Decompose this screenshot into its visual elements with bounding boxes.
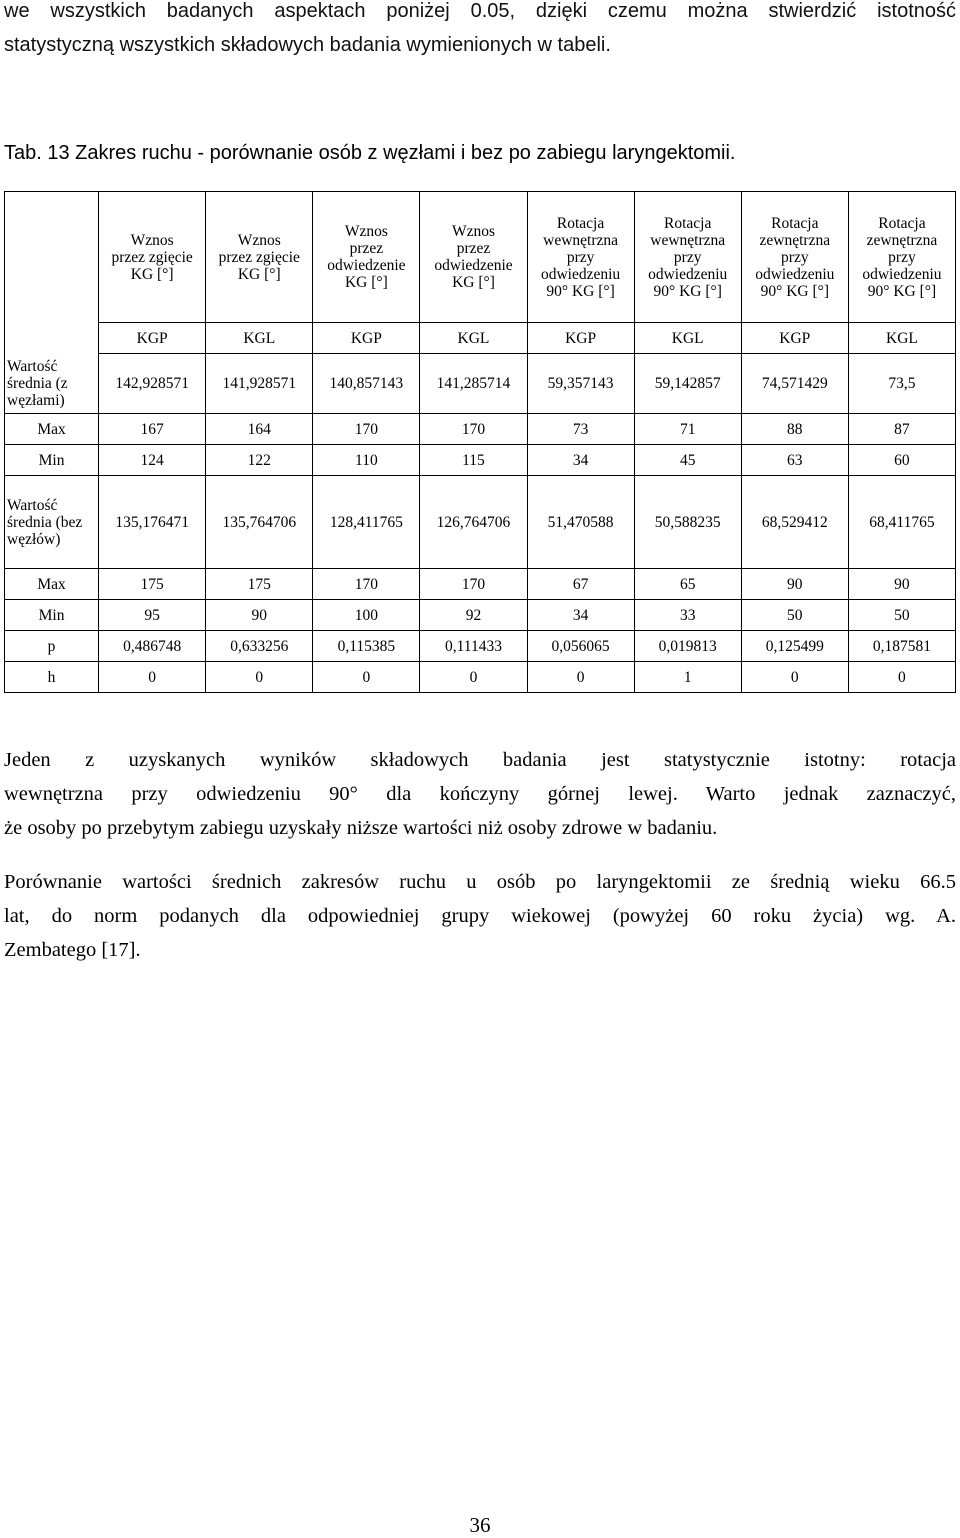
- table-row: [5, 414, 956, 445]
- column-header-line: KG [°]: [452, 274, 495, 291]
- column-header: [848, 192, 955, 323]
- side-label: KGP: [527, 323, 634, 354]
- column-header-line: zewnętrzna: [866, 231, 938, 249]
- table-cell: 135,176471: [99, 476, 206, 569]
- side-corner-cell: [5, 323, 99, 354]
- side-label: KGL: [848, 323, 955, 354]
- column-header-line: 90° KG [°]: [546, 282, 615, 300]
- column-header-line: Wznos: [344, 223, 388, 240]
- table-cell: 65: [634, 569, 741, 600]
- table-cell: 0: [99, 662, 206, 693]
- table-cell: 0,187581: [848, 631, 955, 662]
- row-label: Wartość średnia (bez węzłów): [5, 476, 99, 569]
- range-of-motion-table: [4, 191, 956, 693]
- column-header: [420, 192, 527, 323]
- column-header: [99, 192, 206, 323]
- column-header-line: KG [°]: [344, 274, 388, 291]
- table-cell: 34: [527, 600, 634, 631]
- column-header: [313, 192, 420, 323]
- table-cell: 0,486748: [99, 631, 206, 662]
- table-cell: 87: [848, 414, 955, 445]
- paragraph-2-line: lat, do norm podanych dla odpowiedniej grupy wiekowej (powyżej 60 roku życia) wg. A.: [4, 905, 956, 927]
- row-label: Min: [5, 445, 99, 476]
- table-cell: 135,764706: [206, 476, 313, 569]
- side-label: KGP: [313, 323, 420, 354]
- paragraph-2-line: Zembatego [17].: [4, 939, 141, 961]
- table-cell: 0: [313, 662, 420, 693]
- table-cell: 0: [527, 662, 634, 693]
- table-cell: 68,411765: [848, 476, 955, 569]
- table-cell: 88: [741, 414, 848, 445]
- table-cell: 141,928571: [206, 354, 313, 414]
- column-header-line: 90° KG [°]: [653, 282, 722, 300]
- table-cell: 51,470588: [527, 476, 634, 569]
- table-cell: 50: [848, 600, 955, 631]
- row-label: h: [5, 662, 99, 693]
- side-label: KGP: [741, 323, 848, 354]
- column-header-line: przy: [566, 248, 595, 266]
- table-row: [5, 354, 956, 414]
- table-cell: 68,529412: [741, 476, 848, 569]
- header-corner-cell: [5, 192, 99, 323]
- column-header: [527, 192, 634, 323]
- table-cell: 0,633256: [206, 631, 313, 662]
- table-cell: 142,928571: [99, 354, 206, 414]
- table-cell: 59,142857: [634, 354, 741, 414]
- table-row: [5, 476, 956, 569]
- page-number: 36: [469, 1513, 491, 1537]
- column-header-line: odwiedzenie: [434, 257, 513, 274]
- table-cell: 33: [634, 600, 741, 631]
- table-cell: 74,571429: [741, 354, 848, 414]
- table-cell: 95: [99, 600, 206, 631]
- table-cell: 34: [527, 445, 634, 476]
- table-row: [5, 662, 956, 693]
- table-cell: 1: [634, 662, 741, 693]
- table-cell: 50: [741, 600, 848, 631]
- column-header-line: wewnętrzna: [650, 231, 726, 249]
- row-label: p: [5, 631, 99, 662]
- table-cell: 170: [420, 569, 527, 600]
- column-header: [741, 192, 848, 323]
- column-header-line: odwiedzenie: [327, 257, 406, 274]
- table-cell: 170: [313, 414, 420, 445]
- table-cell: 63: [741, 445, 848, 476]
- table-cell: 100: [313, 600, 420, 631]
- table-cell: 126,764706: [420, 476, 527, 569]
- table-cell: 0: [741, 662, 848, 693]
- column-header-line: Rotacja: [878, 214, 926, 232]
- side-label: KGL: [634, 323, 741, 354]
- column-header-line: Wznos: [451, 223, 495, 240]
- column-header-line: przy: [781, 248, 809, 266]
- table-cell: 128,411765: [313, 476, 420, 569]
- column-header-line: Rotacja: [664, 214, 712, 232]
- column-header-line: odwiedzeniu: [648, 265, 728, 283]
- table-cell: 73: [527, 414, 634, 445]
- side-label: KGP: [99, 323, 206, 354]
- column-header-line: przez: [349, 240, 384, 257]
- table-cell: 115: [420, 445, 527, 476]
- table-cell: 110: [313, 445, 420, 476]
- side-label: KGL: [206, 323, 313, 354]
- column-header-line: Wznos: [130, 231, 174, 249]
- table-cell: 0: [206, 662, 313, 693]
- column-header-line: KG [°]: [237, 265, 281, 283]
- table-cell: 50,588235: [634, 476, 741, 569]
- table-cell: 122: [206, 445, 313, 476]
- column-header-line: przy: [888, 248, 916, 266]
- column-header-line: odwiedzeniu: [540, 265, 621, 283]
- side-row: [5, 323, 956, 354]
- table-cell: 175: [206, 569, 313, 600]
- intro-line-2: statystyczną wszystkich składowych badania wymienionych w tabeli.: [4, 34, 611, 56]
- column-header-line: przez zgięcie: [218, 248, 300, 266]
- table-cell: 140,857143: [313, 354, 420, 414]
- paragraph-1-line: że osoby po przebytym zabiegu uzyskały niższe wartości niż osoby zdrowe w badaniu.: [4, 817, 718, 839]
- table-cell: 0: [420, 662, 527, 693]
- row-label: Wartość średnia (z węzłami): [5, 354, 99, 414]
- column-header-line: przy: [673, 248, 702, 266]
- column-header-line: przez: [456, 240, 491, 257]
- row-label: Min: [5, 600, 99, 631]
- column-header-line: KG [°]: [130, 265, 174, 283]
- table-cell: 59,357143: [527, 354, 634, 414]
- table-cell: 73,5: [848, 354, 955, 414]
- side-label: KGL: [420, 323, 527, 354]
- column-header-line: 90° KG [°]: [867, 282, 937, 300]
- table-row: [5, 445, 956, 476]
- row-label: Max: [5, 569, 99, 600]
- table-cell: 0,019813: [634, 631, 741, 662]
- table-row: [5, 569, 956, 600]
- table-cell: 71: [634, 414, 741, 445]
- paragraph-2-line: Porównanie wartości średnich zakresów ruchu u osób po laryngektomii ze średnią wieku 66.5: [4, 871, 956, 893]
- table-cell: 90: [206, 600, 313, 631]
- table-cell: 0,056065: [527, 631, 634, 662]
- table-cell: 90: [848, 569, 955, 600]
- column-header-line: odwiedzeniu: [862, 265, 942, 283]
- table-row: [5, 631, 956, 662]
- table-cell: 0,111433: [420, 631, 527, 662]
- column-header-line: Rotacja: [771, 214, 819, 232]
- paragraph-1-line: wewnętrzna przy odwiedzeniu 90° dla kończyny górnej lewej. Warto jednak zaznaczyć,: [4, 783, 956, 805]
- table-caption: Tab. 13 Zakres ruchu - porównanie osób z węzłami i bez po zabiegu laryngektomii.: [4, 142, 736, 164]
- table-cell: 170: [420, 414, 527, 445]
- table-cell: 67: [527, 569, 634, 600]
- table-row: [5, 600, 956, 631]
- column-header-line: 90° KG [°]: [760, 282, 829, 300]
- table-cell: 90: [741, 569, 848, 600]
- table-cell: 175: [99, 569, 206, 600]
- table-cell: 60: [848, 445, 955, 476]
- table-cell: 141,285714: [420, 354, 527, 414]
- paragraph-2: [4, 865, 956, 967]
- intro-line-1: we wszystkich badanych aspektach poniżej 0.05, dzięki czemu można stwierdzić istotność: [4, 0, 956, 22]
- header-row: [5, 192, 956, 323]
- table-cell: 0,125499: [741, 631, 848, 662]
- table-cell: 45: [634, 445, 741, 476]
- table-cell: 164: [206, 414, 313, 445]
- column-header-line: zewnętrzna: [759, 231, 831, 249]
- column-header: [634, 192, 741, 323]
- column-header-line: przez zgięcie: [111, 248, 193, 266]
- column-header: [206, 192, 313, 323]
- table-cell: 170: [313, 569, 420, 600]
- column-header-line: Wznos: [237, 231, 281, 249]
- table-cell: 0: [848, 662, 955, 693]
- table-cell: 0,115385: [313, 631, 420, 662]
- column-header-line: odwiedzeniu: [755, 265, 835, 283]
- paragraph-1: [4, 743, 956, 845]
- column-header-line: wewnętrzna: [543, 231, 619, 249]
- row-label: Max: [5, 414, 99, 445]
- table-cell: 124: [99, 445, 206, 476]
- table-cell: 167: [99, 414, 206, 445]
- table-cell: 92: [420, 600, 527, 631]
- column-header-line: Rotacja: [556, 214, 605, 232]
- paragraph-1-line: Jeden z uzyskanych wyników składowych badania jest statystycznie istotny: rotacja: [4, 749, 956, 771]
